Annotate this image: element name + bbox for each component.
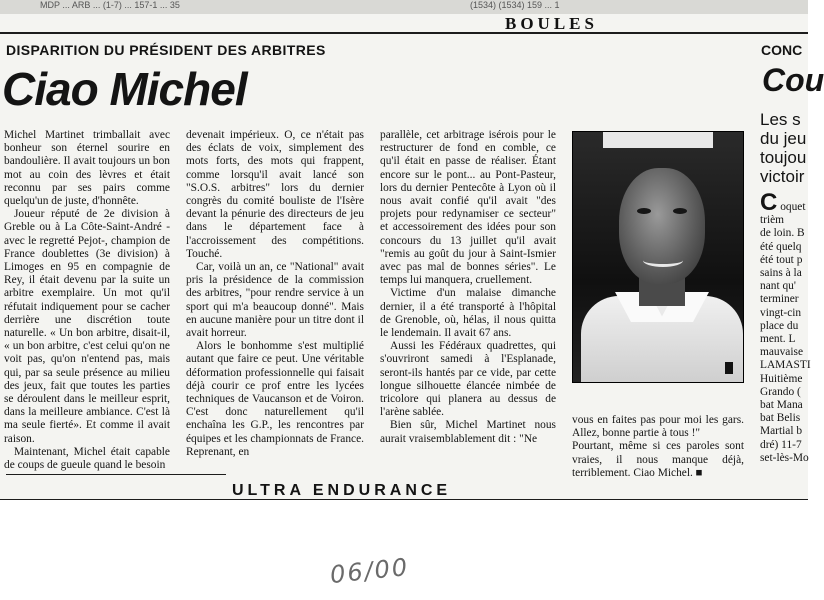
paragraph: Alors le bonhomme s'est multiplié autant que faire ce peut. Une véritable déformation professionnelle qui faisait déjà courir ce prof entre les lycées techniques de Vaucanson et de Voiron. C'est donc naturellement qu'il enchaîna les G.P., les rencontres par équipes et les championnats de France. Reprenant, en: [186, 340, 364, 458]
article-column-1: [4, 129, 170, 472]
article-headline: Ciao Michel: [2, 63, 247, 115]
paragraph: Joueur réputé de 2e division à Greble ou à La Côte-Saint-André - avec le regretté Pejot-, champion de France doublettes (3e division) à Limoges en 95 en compagnie de Rey, il était devenu par la suite un arbitre exemplaire. Un mot qu'il réfutait indiquement pour se cacher derrière une discrétion toute naturelle. « Un bon arbitre, disait-il, « un bon arbitre, c'est celui qu'on ne voit pas, qu'on n'entend pas, mais qui, par sa seule présence au milieu des jeux, fait que toutes les parties se déroulent dans le meilleur esprit, dans la meilleure ambiance. C'est là ma seule fierté». Et comme il avait raison.: [4, 208, 170, 445]
next-article-column: [760, 110, 811, 465]
next-article-line: set-lès-Mo: [760, 451, 809, 464]
next-article-line: sains à la: [760, 267, 802, 280]
footer-rubric: ULTRA ENDURANCE: [232, 482, 452, 499]
paragraph: Bien sûr, Michel Martinet nous aurait vraisemblablement dit : "Ne: [380, 419, 556, 445]
footer-rule: [0, 499, 808, 500]
next-article-line: Martial b: [760, 425, 803, 438]
section-rubric: BOULES: [505, 14, 598, 33]
next-article-line: été tout p: [760, 253, 803, 266]
top-strip-text: MDP ... ARB ... (1-7) ... 157-1 ... 35: [40, 0, 180, 10]
next-article-kicker: CONC: [761, 42, 803, 58]
paragraph: Aussi les Fédéraux quadrettes, qui s'ouvriront samedi à l'Esplanade, seront-ils hantés par ce vide, par cette longue silhouette élancée nimbée de tricolore qui planera au dessus de l'arène sablée.: [380, 340, 556, 419]
next-article-subhead-line: du jeu: [760, 129, 807, 148]
next-article-line: LAMASTI: [760, 359, 811, 372]
paragraph: Pourtant, même si ces paroles sont vraies, il nous manque déjà, terriblement. Ciao Michel. ■: [572, 440, 744, 479]
next-article-line: Grando (: [760, 385, 801, 398]
next-article-subhead-line: toujou: [760, 148, 807, 167]
paragraph: devenait impérieux. O, ce n'était pas des éclats de voix, simplement des mots forts, des mots qui frappent, comme lorsqu'il avait lancé son "S.O.S. arbitres" lors du dernier congrès du comité bouliste de l'Isère devant la pénurie des directeurs de jeu dans le département face à l'accroissement des compétitions. Touché.: [186, 129, 364, 260]
next-article-line: vingt-cin: [760, 306, 802, 319]
next-article-line: C oquet: [760, 189, 806, 216]
paragraph: Victime d'un malaise dimanche dernier, il a été transporté à l'hôpital de Grenoble, où, hélas, il nous quitta le lendemain. Il avait 67 ans.: [380, 287, 556, 340]
next-article-line: Huitième: [760, 372, 803, 385]
article-kicker: DISPARITION DU PRÉSIDENT DES ARBITRES: [6, 42, 326, 58]
next-article-line: de loin. B: [760, 227, 805, 240]
next-article-line: été quelq: [760, 240, 802, 253]
article-column-2: [186, 129, 364, 459]
drop-cap: C: [760, 189, 778, 216]
article-column-3: [380, 129, 556, 446]
top-strip: [0, 0, 808, 14]
paragraph: Maintenant, Michel était capable de coups de gueule quand le besoin: [4, 445, 170, 472]
paragraph: Car, voilà un an, ce "National" avait pris la présidence de la commission des arbitres, "pour rendre service à un sport qui m'a beaucoup donné". Mais en aucune manière pour un titre dont il avait horreur.: [186, 261, 364, 340]
paragraph: vous en faites pas pour moi les gars. Allez, bonne partie à tous !": [572, 414, 744, 440]
next-article-headline: Cou: [762, 62, 824, 98]
next-article-subhead-line: Les s: [760, 110, 801, 129]
article-column-4: [572, 414, 744, 480]
rule: [0, 32, 808, 34]
next-article-line: terminer: [760, 293, 799, 306]
portrait-photo: [572, 131, 744, 383]
next-article-line: bat Mana: [760, 399, 803, 412]
paragraph: Michel Martinet trimballait avec bonheur son éternel sourire en bandoulière. Il avait toujours un bon mot au coin des lèvres et était reconnu par ses pairs comme quelqu'un de juste, d'honnête.: [4, 129, 170, 208]
handwritten-date: 06/00: [328, 552, 411, 590]
next-article-line: bat Belis: [760, 412, 801, 425]
next-article-line: ment. L: [760, 333, 796, 346]
footer-rule-left: [6, 474, 226, 475]
next-article-line: dré) 11-7: [760, 438, 802, 451]
next-article-line: trièm: [760, 214, 785, 227]
next-article-line: place du: [760, 319, 799, 332]
next-article-subhead-line: victoir: [760, 167, 805, 186]
top-strip-text: (1534) (1534) 159 ... 1: [470, 0, 560, 10]
next-article-line: mauvaise: [760, 346, 804, 359]
paragraph: parallèle, cet arbitrage isérois pour le restructurer de fond en comble, ce qu'il était en passe de réaliser. Étant encore sur le pont... au Pont-Pasteur, lors du dernier Pentecôte à Lyon où il nous avait confié qu'il avait "des projets pour redynamiser ce secteur" et accessoirement des idées pour son concours du 13 juillet qu'il avait "remis au goût du jour à Saint-Ismier avec pas mal de bonnes séries". Le temps lui manquera, cruellement.: [380, 129, 556, 287]
next-article-line: nant qu': [760, 280, 796, 293]
